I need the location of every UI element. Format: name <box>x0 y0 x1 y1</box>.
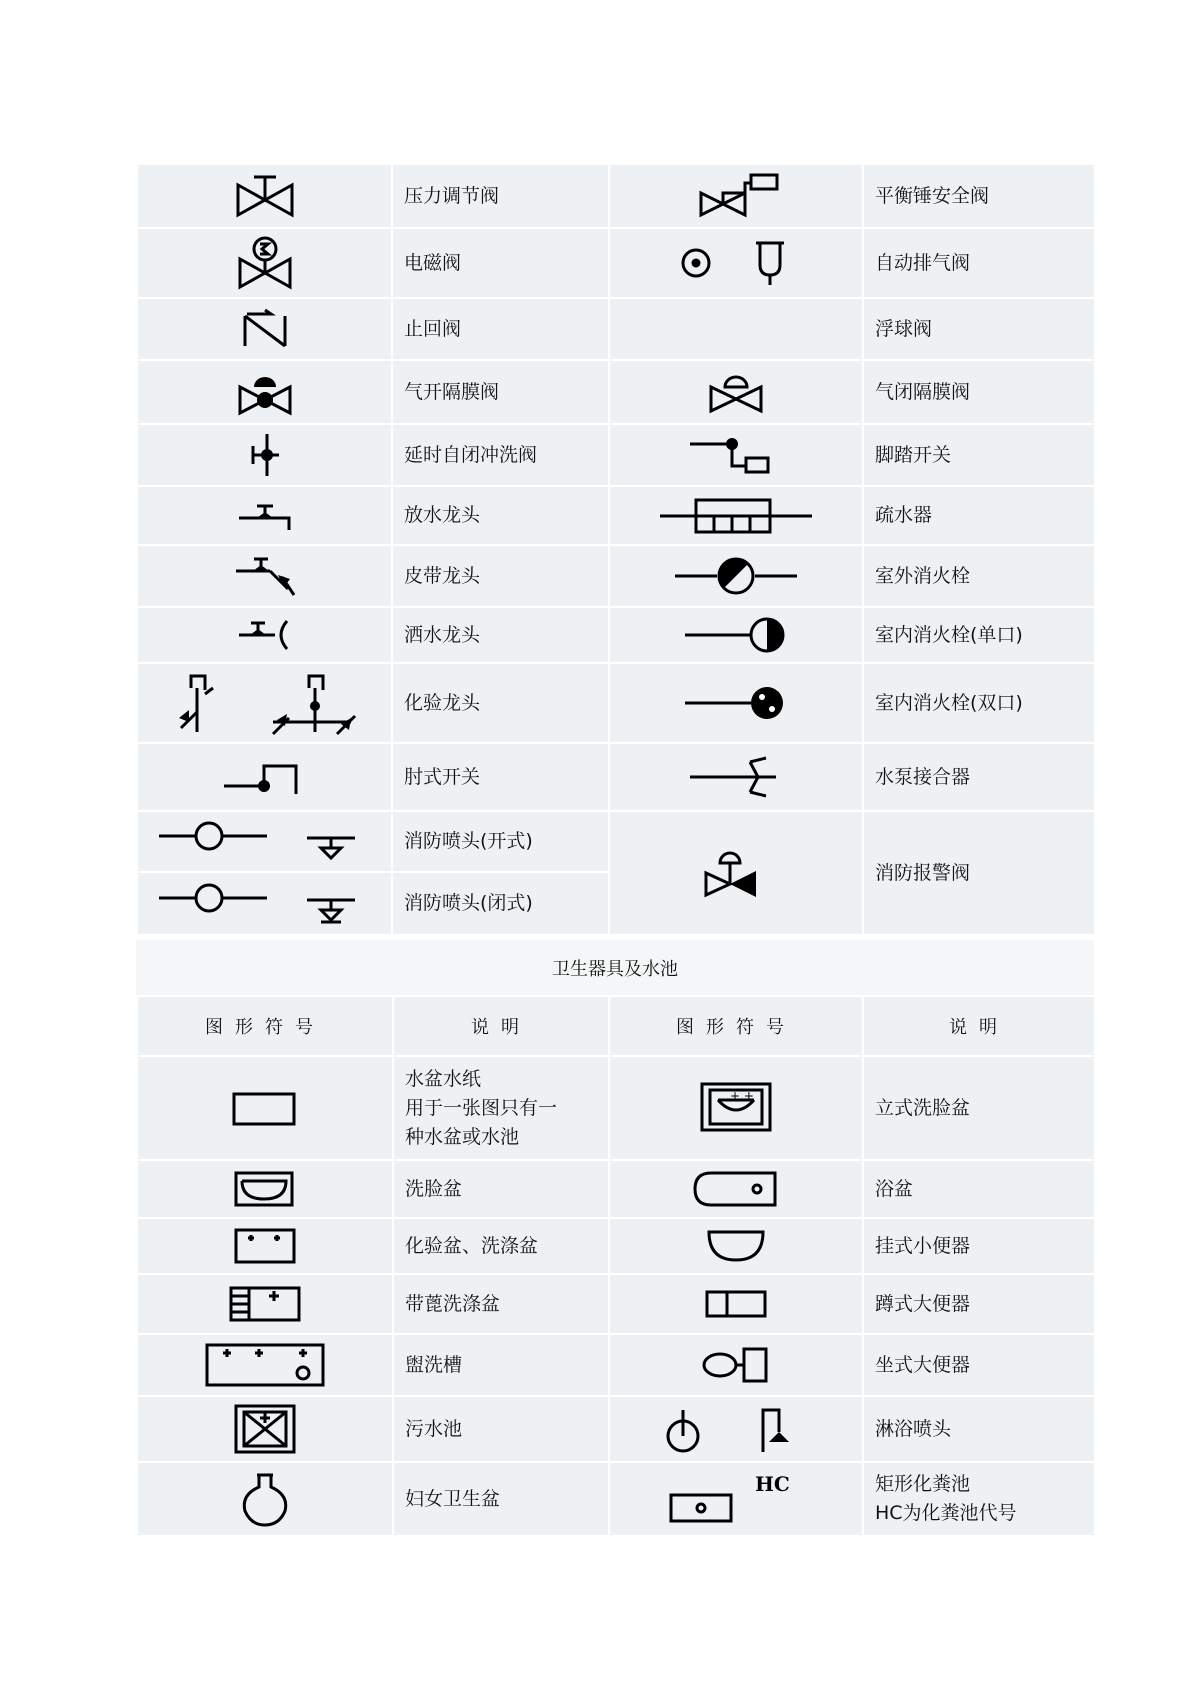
table-row <box>137 1056 1095 1160</box>
table-row <box>137 663 1095 743</box>
fire-alarm-valve-label: 消防报警阀 <box>863 811 1095 935</box>
header-description: 说明 <box>393 996 609 1056</box>
float-valve-symbol-cell <box>609 298 863 360</box>
pump-connector-label: 水泵接合器 <box>863 743 1095 811</box>
wash-trough-label: 盥洗槽 <box>393 1334 609 1396</box>
sink-with-drainboard-icon <box>137 1274 393 1334</box>
bathtub-label: 浴盆 <box>863 1160 1095 1218</box>
sitting-toilet-icon <box>609 1334 863 1396</box>
air-close-diaphragm-valve-icon <box>609 360 863 424</box>
sprinkler-open-label: 消防喷头(开式) <box>392 811 609 872</box>
header-symbol: 图形符号 <box>137 996 393 1056</box>
shower-head-label: 淋浴喷头 <box>863 1396 1095 1462</box>
septic-tank-icon <box>609 1462 863 1536</box>
fire-alarm-valve-icon <box>609 811 863 935</box>
pressure-regulating-valve-icon <box>137 164 392 228</box>
shower-head-icon <box>609 1396 863 1462</box>
sprinkling-tap-label: 洒水龙头 <box>392 607 609 663</box>
lab-sink-icon <box>137 1218 393 1274</box>
table-row <box>137 424 1095 486</box>
water-tap-icon <box>137 486 392 545</box>
svg-text:+ +: + + <box>730 1089 754 1103</box>
sanitary-symbols-table <box>136 995 1096 1537</box>
outdoor-fire-hydrant-label: 室外消火栓 <box>863 545 1095 607</box>
basin-generic-label: 水盆水纸 用于一张图只有一 种水盆或水池 <box>393 1056 609 1160</box>
check-valve-label: 止回阀 <box>392 298 609 360</box>
table-row <box>137 1160 1095 1218</box>
table-row <box>137 486 1095 545</box>
air-open-diaphragm-valve-label: 气开隔膜阀 <box>392 360 609 424</box>
table-row <box>137 811 1095 872</box>
header-description: 说明 <box>863 996 1095 1056</box>
table-row <box>137 360 1095 424</box>
air-close-diaphragm-valve-label: 气闭隔膜阀 <box>863 360 1095 424</box>
sitting-toilet-label: 坐式大便器 <box>863 1334 1095 1396</box>
pedestal-washbasin-icon <box>609 1056 863 1160</box>
table-header-row <box>137 996 1095 1056</box>
delay-self-closing-flush-valve-icon <box>137 424 392 486</box>
pump-connector-icon <box>609 743 863 811</box>
counterweight-safety-valve-icon <box>609 164 863 228</box>
table-row <box>137 228 1095 298</box>
hose-tap-icon <box>137 545 392 607</box>
indoor-hydrant-double-icon <box>609 663 863 743</box>
sewage-sink-icon <box>137 1396 393 1462</box>
sink-with-drainboard-label: 带蓖洗涤盆 <box>393 1274 609 1334</box>
hose-tap-label: 皮带龙头 <box>392 545 609 607</box>
bidet-icon <box>137 1462 393 1536</box>
sprinkling-tap-icon <box>137 607 392 663</box>
table-row <box>137 1462 1095 1536</box>
solenoid-valve-icon <box>137 228 392 298</box>
table-row <box>137 545 1095 607</box>
table-row <box>137 298 1095 360</box>
header-symbol: 图形符号 <box>609 996 863 1056</box>
table-row <box>137 164 1095 228</box>
solenoid-valve-label: 电磁阀 <box>392 228 609 298</box>
indoor-hydrant-single-icon <box>609 607 863 663</box>
septic-tank-label: 矩形化粪池 HC为化粪池代号 <box>863 1462 1095 1536</box>
pressure-regulating-valve-label: 压力调节阀 <box>392 164 609 228</box>
table-row <box>137 743 1095 811</box>
counterweight-safety-valve-label: 平衡锤安全阀 <box>863 164 1095 228</box>
bidet-label: 妇女卫生盆 <box>393 1462 609 1536</box>
valve-symbols-table <box>136 163 1096 936</box>
table-row <box>137 1334 1095 1396</box>
automatic-air-vent-label: 自动排气阀 <box>863 228 1095 298</box>
table-row <box>137 1274 1095 1334</box>
washbasin-icon <box>137 1160 393 1218</box>
elbow-switch-label: 肘式开关 <box>392 743 609 811</box>
indoor-hydrant-single-label: 室内消火栓(单口) <box>863 607 1095 663</box>
check-valve-icon <box>137 298 392 360</box>
steam-trap-label: 疏水器 <box>863 486 1095 545</box>
foot-switch-icon <box>609 424 863 486</box>
laboratory-tap-icon <box>137 663 392 743</box>
delay-self-closing-flush-valve-label: 延时自闭冲洗阀 <box>392 424 609 486</box>
sewage-sink-label: 污水池 <box>393 1396 609 1462</box>
sprinkler-closed-label: 消防喷头(闭式) <box>392 872 609 935</box>
wall-urinal-label: 挂式小便器 <box>863 1218 1095 1274</box>
sprinkler-closed-icon <box>137 872 392 935</box>
steam-trap-icon <box>609 486 863 545</box>
septic-tank-code: HC <box>755 1472 790 1496</box>
air-open-diaphragm-valve-icon <box>137 360 392 424</box>
automatic-air-vent-icon <box>609 228 863 298</box>
sprinkler-open-icon <box>137 811 392 872</box>
squat-toilet-label: 蹲式大便器 <box>863 1274 1095 1334</box>
washbasin-label: 洗脸盆 <box>393 1160 609 1218</box>
laboratory-tap-label: 化验龙头 <box>392 663 609 743</box>
foot-switch-label: 脚踏开关 <box>863 424 1095 486</box>
indoor-hydrant-double-label: 室内消火栓(双口) <box>863 663 1095 743</box>
float-valve-label: 浮球阀 <box>863 298 1095 360</box>
table-row <box>137 1396 1095 1462</box>
elbow-switch-icon <box>137 743 392 811</box>
bathtub-icon <box>609 1160 863 1218</box>
table-row <box>137 1218 1095 1274</box>
water-tap-label: 放水龙头 <box>392 486 609 545</box>
pedestal-washbasin-label: 立式洗脸盆 <box>863 1056 1095 1160</box>
basin-generic-icon <box>137 1056 393 1160</box>
wash-trough-icon <box>137 1334 393 1396</box>
sanitary-table-title: 卫生器具及水池 <box>552 959 678 980</box>
table-row <box>137 607 1095 663</box>
outdoor-fire-hydrant-icon <box>609 545 863 607</box>
squat-toilet-icon <box>609 1274 863 1334</box>
wall-urinal-icon <box>609 1218 863 1274</box>
lab-sink-label: 化验盆、洗涤盆 <box>393 1218 609 1274</box>
